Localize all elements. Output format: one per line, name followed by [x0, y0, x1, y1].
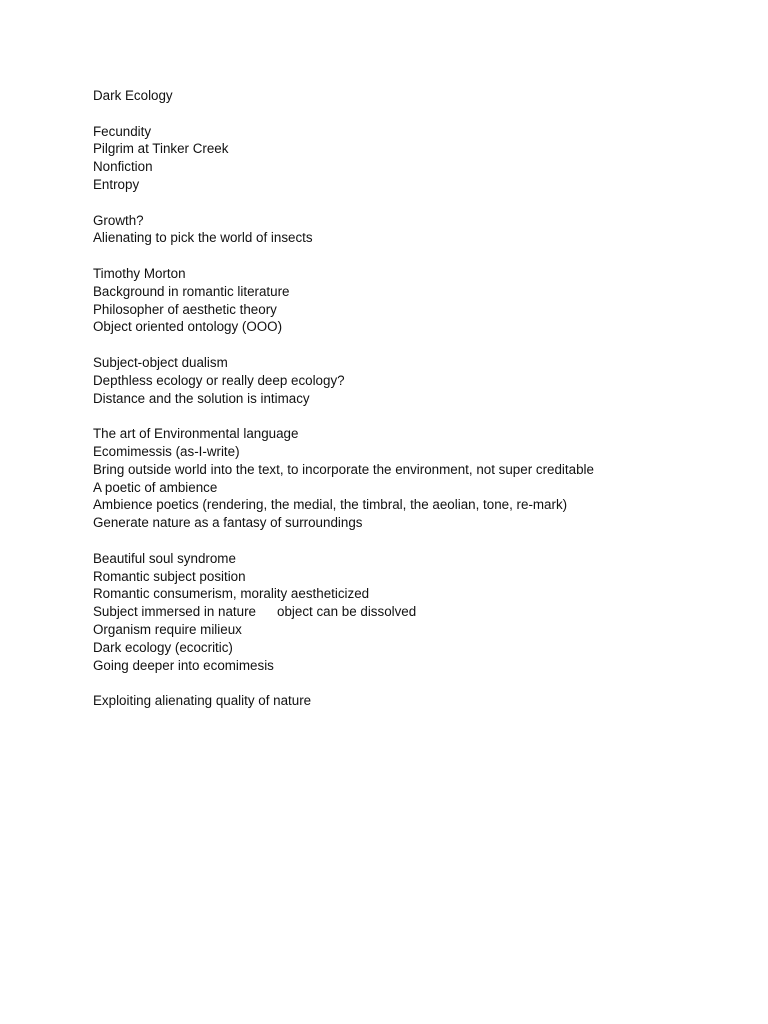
text-line: Pilgrim at Tinker Creek: [93, 141, 229, 157]
blank-line: [93, 532, 733, 550]
text-line: Romantic consumerism, morality aestheticized: [93, 586, 370, 602]
text-line: Object oriented ontology (OOO): [93, 319, 283, 335]
blank-line: [93, 407, 733, 425]
document-body: [93, 87, 733, 710]
blank-line: [93, 194, 733, 212]
text-line: Ambience poetics (rendering, the medial, the timbral, the aeolian, tone, re-mark): [93, 497, 568, 513]
text-line: Alienating to pick the world of insects: [93, 230, 313, 246]
blank-line: [93, 247, 733, 265]
text-line: Generate nature as a fantasy of surroundings: [93, 515, 363, 531]
blank-line: [93, 105, 733, 123]
text-line: Fecundity: [93, 123, 152, 139]
text-line: Growth?: [93, 212, 144, 228]
text-line: Going deeper into ecomimesis: [93, 657, 274, 673]
text-line: The art of Environmental language: [93, 426, 299, 442]
text-line: Nonfiction: [93, 159, 153, 175]
text-line: Exploiting alienating quality of nature: [93, 693, 312, 709]
text-line: Dark ecology (ecocritic): [93, 639, 233, 655]
text-line: Background in romantic literature: [93, 283, 290, 299]
text-line: Romantic subject position: [93, 568, 246, 584]
text-line: Distance and the solution is intimacy: [93, 390, 310, 406]
text-line: Entropy: [93, 176, 140, 192]
text-segment: object can be dissolved: [277, 604, 417, 620]
text-line: Subject-object dualism: [93, 354, 228, 370]
document-title: Dark Ecology: [93, 88, 173, 103]
text-line: Philosopher of aesthetic theory: [93, 301, 277, 317]
text-line: Beautiful soul syndrome: [93, 550, 236, 566]
blank-line: [93, 336, 733, 354]
text-line: Bring outside world into the text, to incorporate the environment, not super creditable: [93, 461, 594, 477]
blank-line: [93, 674, 733, 692]
text-line-with-gap: [93, 603, 733, 621]
text-line: Timothy Morton: [93, 265, 186, 281]
text-line: A poetic of ambience: [93, 479, 218, 495]
text-line: Organism require milieux: [93, 621, 242, 637]
text-line: Ecomimessis (as-I-write): [93, 443, 240, 459]
text-segment: Subject immersed in nature: [93, 604, 256, 620]
text-line: Depthless ecology or really deep ecology?: [93, 372, 345, 388]
